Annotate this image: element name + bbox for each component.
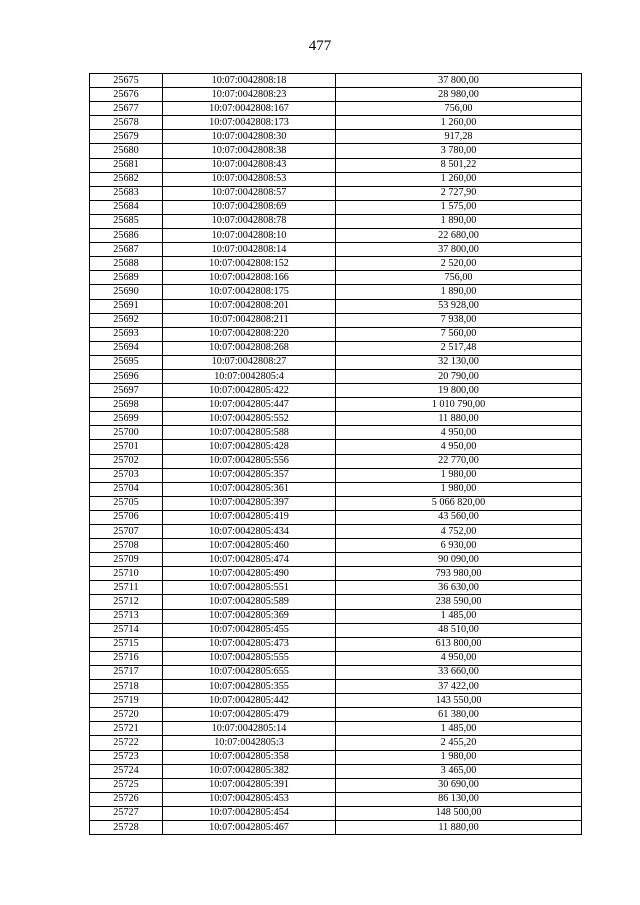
- cadastral-number-cell: 10:07:0042805:589: [163, 595, 336, 609]
- row-number-cell: 25687: [90, 243, 163, 257]
- row-number-cell: 25713: [90, 609, 163, 623]
- table-row: [90, 623, 582, 637]
- value-cell: 1 980,00: [336, 468, 582, 482]
- value-cell: 53 928,00: [336, 299, 582, 313]
- value-cell: 61 380,00: [336, 708, 582, 722]
- cadastral-number-cell: 10:07:0042805:357: [163, 468, 336, 482]
- cadastral-number-cell: 10:07:0042805:382: [163, 764, 336, 778]
- value-cell: 33 660,00: [336, 665, 582, 679]
- row-number-cell: 25707: [90, 525, 163, 539]
- row-number-cell: 25691: [90, 299, 163, 313]
- table-row: [90, 102, 582, 116]
- table-row: [90, 567, 582, 581]
- cadastral-value-table: [89, 73, 582, 835]
- row-number-cell: 25677: [90, 102, 163, 116]
- table-row: [90, 820, 582, 834]
- cadastral-number-cell: 10:07:0042805:455: [163, 623, 336, 637]
- row-number-cell: 25722: [90, 736, 163, 750]
- table-row: [90, 116, 582, 130]
- row-number-cell: 25711: [90, 581, 163, 595]
- table-row: [90, 158, 582, 172]
- value-cell: 756,00: [336, 102, 582, 116]
- cadastral-number-cell: 10:07:0042808:53: [163, 172, 336, 186]
- table-row: [90, 680, 582, 694]
- cadastral-number-cell: 10:07:0042805:355: [163, 680, 336, 694]
- cadastral-number-cell: 10:07:0042805:4: [163, 369, 336, 383]
- page-number: 477: [308, 38, 332, 54]
- row-number-cell: 25704: [90, 482, 163, 496]
- cadastral-number-cell: 10:07:0042808:167: [163, 102, 336, 116]
- table-row: [90, 595, 582, 609]
- table-row: [90, 172, 582, 186]
- table-row: [90, 708, 582, 722]
- table-row: [90, 525, 582, 539]
- row-number-cell: 25712: [90, 595, 163, 609]
- value-cell: 1 890,00: [336, 214, 582, 228]
- cadastral-number-cell: 10:07:0042808:69: [163, 200, 336, 214]
- row-number-cell: 25681: [90, 158, 163, 172]
- row-number-cell: 25689: [90, 271, 163, 285]
- table-row: [90, 398, 582, 412]
- table-row: [90, 609, 582, 623]
- table-row: [90, 651, 582, 665]
- table-row: [90, 214, 582, 228]
- value-cell: 37 800,00: [336, 243, 582, 257]
- table-row: [90, 355, 582, 369]
- row-number-cell: 25679: [90, 130, 163, 144]
- table-row: [90, 736, 582, 750]
- row-number-cell: 25688: [90, 257, 163, 271]
- cadastral-number-cell: 10:07:0042808:78: [163, 214, 336, 228]
- row-number-cell: 25702: [90, 454, 163, 468]
- table-row: [90, 496, 582, 510]
- table-row: [90, 426, 582, 440]
- value-cell: 3 465,00: [336, 764, 582, 778]
- cadastral-number-cell: 10:07:0042808:220: [163, 327, 336, 341]
- row-number-cell: 25705: [90, 496, 163, 510]
- value-cell: 1 485,00: [336, 722, 582, 736]
- table-row: [90, 130, 582, 144]
- value-cell: 86 130,00: [336, 792, 582, 806]
- value-cell: 1 980,00: [336, 750, 582, 764]
- row-number-cell: 25686: [90, 229, 163, 243]
- table-row: [90, 468, 582, 482]
- cadastral-number-cell: 10:07:0042805:447: [163, 398, 336, 412]
- table-row: [90, 750, 582, 764]
- table-row: [90, 299, 582, 313]
- cadastral-number-cell: 10:07:0042808:38: [163, 144, 336, 158]
- cadastral-number-cell: 10:07:0042805:428: [163, 440, 336, 454]
- row-number-cell: 25724: [90, 764, 163, 778]
- table-row: [90, 257, 582, 271]
- value-cell: 28 980,00: [336, 88, 582, 102]
- cadastral-number-cell: 10:07:0042805:442: [163, 694, 336, 708]
- table-row: [90, 581, 582, 595]
- value-cell: 1 260,00: [336, 172, 582, 186]
- cadastral-number-cell: 10:07:0042808:18: [163, 74, 336, 88]
- row-number-cell: 25718: [90, 680, 163, 694]
- row-number-cell: 25708: [90, 539, 163, 553]
- row-number-cell: 25683: [90, 186, 163, 200]
- cadastral-number-cell: 10:07:0042805:361: [163, 482, 336, 496]
- cadastral-number-cell: 10:07:0042805:454: [163, 806, 336, 820]
- row-number-cell: 25700: [90, 426, 163, 440]
- cadastral-number-cell: 10:07:0042808:166: [163, 271, 336, 285]
- row-number-cell: 25723: [90, 750, 163, 764]
- row-number-cell: 25726: [90, 792, 163, 806]
- row-number-cell: 25682: [90, 172, 163, 186]
- value-cell: 37 422,00: [336, 680, 582, 694]
- value-cell: 20 790,00: [336, 369, 582, 383]
- value-cell: 7 560,00: [336, 327, 582, 341]
- cadastral-number-cell: 10:07:0042805:473: [163, 637, 336, 651]
- cadastral-number-cell: 10:07:0042808:43: [163, 158, 336, 172]
- cadastral-number-cell: 10:07:0042805:422: [163, 384, 336, 398]
- cadastral-number-cell: 10:07:0042808:14: [163, 243, 336, 257]
- value-cell: 4 950,00: [336, 440, 582, 454]
- cadastral-number-cell: 10:07:0042805:453: [163, 792, 336, 806]
- row-number-cell: 25715: [90, 637, 163, 651]
- value-cell: 1 010 790,00: [336, 398, 582, 412]
- table-row: [90, 88, 582, 102]
- cadastral-number-cell: 10:07:0042808:152: [163, 257, 336, 271]
- row-number-cell: 25698: [90, 398, 163, 412]
- row-number-cell: 25721: [90, 722, 163, 736]
- row-number-cell: 25692: [90, 313, 163, 327]
- table-row: [90, 229, 582, 243]
- cadastral-number-cell: 10:07:0042805:556: [163, 454, 336, 468]
- value-cell: 48 510,00: [336, 623, 582, 637]
- value-cell: 11 880,00: [336, 820, 582, 834]
- table-row: [90, 778, 582, 792]
- value-cell: 756,00: [336, 271, 582, 285]
- table-row: [90, 665, 582, 679]
- row-number-cell: 25678: [90, 116, 163, 130]
- cadastral-number-cell: 10:07:0042805:551: [163, 581, 336, 595]
- cadastral-number-cell: 10:07:0042808:175: [163, 285, 336, 299]
- row-number-cell: 25695: [90, 355, 163, 369]
- table-row: [90, 539, 582, 553]
- cadastral-number-cell: 10:07:0042805:552: [163, 412, 336, 426]
- table-row: [90, 764, 582, 778]
- value-cell: 8 501,22: [336, 158, 582, 172]
- row-number-cell: 25693: [90, 327, 163, 341]
- value-cell: 43 560,00: [336, 510, 582, 524]
- row-number-cell: 25710: [90, 567, 163, 581]
- value-cell: 3 780,00: [336, 144, 582, 158]
- value-cell: 4 752,00: [336, 525, 582, 539]
- table-row: [90, 200, 582, 214]
- cadastral-number-cell: 10:07:0042805:3: [163, 736, 336, 750]
- value-cell: 36 630,00: [336, 581, 582, 595]
- row-number-cell: 25714: [90, 623, 163, 637]
- row-number-cell: 25706: [90, 510, 163, 524]
- value-cell: 90 090,00: [336, 553, 582, 567]
- cadastral-number-cell: 10:07:0042805:391: [163, 778, 336, 792]
- cadastral-number-cell: 10:07:0042805:14: [163, 722, 336, 736]
- value-cell: 4 950,00: [336, 426, 582, 440]
- row-number-cell: 25685: [90, 214, 163, 228]
- value-cell: 30 690,00: [336, 778, 582, 792]
- cadastral-number-cell: 10:07:0042805:460: [163, 539, 336, 553]
- table-row: [90, 440, 582, 454]
- row-number-cell: 25680: [90, 144, 163, 158]
- cadastral-number-cell: 10:07:0042808:23: [163, 88, 336, 102]
- value-cell: 143 550,00: [336, 694, 582, 708]
- value-cell: 2 520,00: [336, 257, 582, 271]
- row-number-cell: 25699: [90, 412, 163, 426]
- cadastral-number-cell: 10:07:0042808:211: [163, 313, 336, 327]
- value-cell: 2 455,20: [336, 736, 582, 750]
- value-cell: 32 130,00: [336, 355, 582, 369]
- value-cell: 4 950,00: [336, 651, 582, 665]
- cadastral-number-cell: 10:07:0042805:419: [163, 510, 336, 524]
- row-number-cell: 25696: [90, 369, 163, 383]
- cadastral-number-cell: 10:07:0042805:490: [163, 567, 336, 581]
- cadastral-number-cell: 10:07:0042805:655: [163, 665, 336, 679]
- row-number-cell: 25676: [90, 88, 163, 102]
- cadastral-number-cell: 10:07:0042808:57: [163, 186, 336, 200]
- table-row: [90, 384, 582, 398]
- row-number-cell: 25709: [90, 553, 163, 567]
- cadastral-number-cell: 10:07:0042805:467: [163, 820, 336, 834]
- row-number-cell: 25717: [90, 665, 163, 679]
- value-cell: 1 890,00: [336, 285, 582, 299]
- row-number-cell: 25675: [90, 74, 163, 88]
- value-cell: 917,28: [336, 130, 582, 144]
- row-number-cell: 25720: [90, 708, 163, 722]
- cadastral-number-cell: 10:07:0042805:358: [163, 750, 336, 764]
- value-cell: 6 930,00: [336, 539, 582, 553]
- table-row: [90, 313, 582, 327]
- row-number-cell: 25703: [90, 468, 163, 482]
- table-row: [90, 285, 582, 299]
- table-row: [90, 637, 582, 651]
- table-row: [90, 74, 582, 88]
- table-row: [90, 341, 582, 355]
- value-cell: 1 980,00: [336, 482, 582, 496]
- row-number-cell: 25725: [90, 778, 163, 792]
- value-cell: 37 800,00: [336, 74, 582, 88]
- table-row: [90, 553, 582, 567]
- cadastral-number-cell: 10:07:0042808:268: [163, 341, 336, 355]
- value-cell: 148 500,00: [336, 806, 582, 820]
- value-cell: 22 680,00: [336, 229, 582, 243]
- cadastral-number-cell: 10:07:0042805:555: [163, 651, 336, 665]
- row-number-cell: 25701: [90, 440, 163, 454]
- cadastral-number-cell: 10:07:0042805:434: [163, 525, 336, 539]
- value-cell: 1 575,00: [336, 200, 582, 214]
- table-row: [90, 482, 582, 496]
- table-row: [90, 454, 582, 468]
- table-row: [90, 806, 582, 820]
- cadastral-number-cell: 10:07:0042805:588: [163, 426, 336, 440]
- row-number-cell: 25728: [90, 820, 163, 834]
- value-cell: 22 770,00: [336, 454, 582, 468]
- table-row: [90, 243, 582, 257]
- value-cell: 793 980,00: [336, 567, 582, 581]
- cadastral-number-cell: 10:07:0042805:479: [163, 708, 336, 722]
- cadastral-number-cell: 10:07:0042805:369: [163, 609, 336, 623]
- value-cell: 1 485,00: [336, 609, 582, 623]
- value-cell: 19 800,00: [336, 384, 582, 398]
- table-row: [90, 369, 582, 383]
- row-number-cell: 25697: [90, 384, 163, 398]
- value-cell: 2 727,90: [336, 186, 582, 200]
- table-row: [90, 694, 582, 708]
- cadastral-number-cell: 10:07:0042805:397: [163, 496, 336, 510]
- table-body: [90, 74, 582, 835]
- value-cell: 5 066 820,00: [336, 496, 582, 510]
- value-cell: 1 260,00: [336, 116, 582, 130]
- table-row: [90, 271, 582, 285]
- cadastral-number-cell: 10:07:0042808:27: [163, 355, 336, 369]
- cadastral-number-cell: 10:07:0042808:30: [163, 130, 336, 144]
- cadastral-number-cell: 10:07:0042808:10: [163, 229, 336, 243]
- table-row: [90, 722, 582, 736]
- table-row: [90, 144, 582, 158]
- table-row: [90, 412, 582, 426]
- cadastral-number-cell: 10:07:0042808:201: [163, 299, 336, 313]
- value-cell: 613 800,00: [336, 637, 582, 651]
- cadastral-number-cell: 10:07:0042805:474: [163, 553, 336, 567]
- row-number-cell: 25719: [90, 694, 163, 708]
- row-number-cell: 25716: [90, 651, 163, 665]
- value-cell: 238 590,00: [336, 595, 582, 609]
- row-number-cell: 25727: [90, 806, 163, 820]
- table-row: [90, 327, 582, 341]
- row-number-cell: 25684: [90, 200, 163, 214]
- cadastral-number-cell: 10:07:0042808:173: [163, 116, 336, 130]
- table-row: [90, 510, 582, 524]
- value-cell: 11 880,00: [336, 412, 582, 426]
- table-row: [90, 186, 582, 200]
- row-number-cell: 25694: [90, 341, 163, 355]
- table-row: [90, 792, 582, 806]
- row-number-cell: 25690: [90, 285, 163, 299]
- value-cell: 7 938,00: [336, 313, 582, 327]
- value-cell: 2 517,48: [336, 341, 582, 355]
